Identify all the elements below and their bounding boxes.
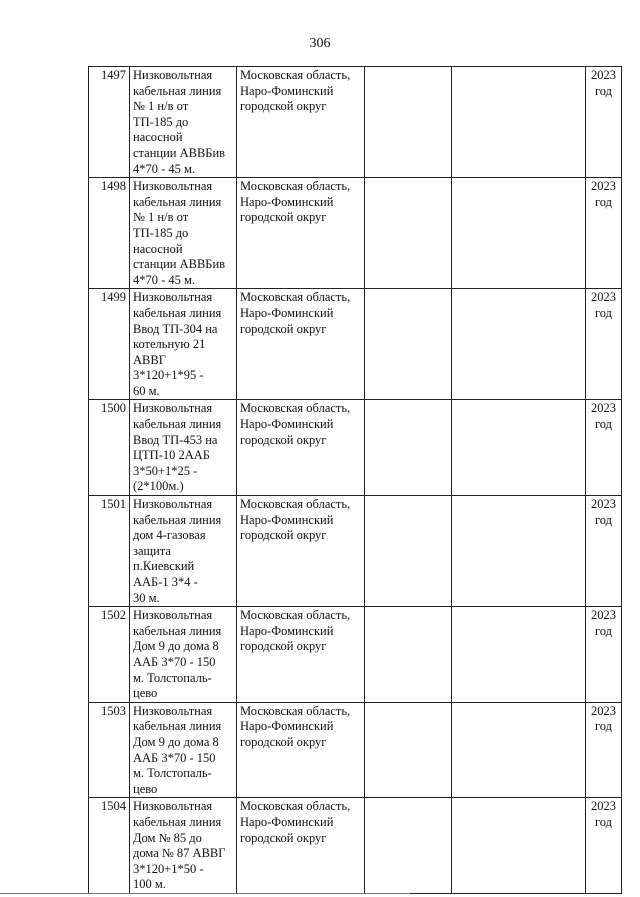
empty-cell (452, 607, 586, 703)
object-name-cell: Низковольтная кабельная линия Ввод ТП-453 на ЦТП-10 2ААБ 3*50+1*25 - (2*100м.) (130, 400, 237, 496)
empty-cell (452, 67, 586, 178)
object-name-cell: Низковольтная кабельная линия № 1 н/в от ТП-185 до насосной станции АВВБив 4*70 - 45 м. (130, 178, 237, 289)
page-number: 306 (309, 36, 331, 51)
address-cell: Московская область, Наро-Фоминский городской округ (237, 798, 365, 894)
empty-cell (452, 289, 586, 400)
table-row (89, 67, 622, 178)
year-cell: 2023 год (586, 400, 622, 496)
table-row (89, 400, 622, 496)
year-cell: 2023 год (586, 289, 622, 400)
object-name-cell: Низковольтная кабельная линия № 1 н/в от ТП-185 до насосной станции АВВБив 4*70 - 45 м. (130, 67, 237, 178)
row-number-cell: 1504 (89, 798, 130, 894)
year-cell: 2023 год (586, 798, 622, 894)
table-row (89, 607, 622, 703)
empty-cell (452, 178, 586, 289)
address-cell: Московская область, Наро-Фоминский городской округ (237, 496, 365, 607)
object-name-cell: Низковольтная кабельная линия Дом № 85 до дома № 87 АВВГ 3*120+1*50 - 100 м. (130, 798, 237, 894)
bottom-divider (0, 893, 410, 894)
object-name-cell: Низковольтная кабельная линия Дом 9 до дома 8 ААБ 3*70 - 150 м. Толстопаль- цево (130, 607, 237, 703)
empty-cell (365, 607, 452, 703)
registry-table-body (89, 67, 622, 894)
empty-cell (365, 702, 452, 798)
empty-cell (365, 496, 452, 607)
object-name-cell: Низковольтная кабельная линия Ввод ТП-304 на котельную 21 АВВГ 3*120+1*95 - 60 м. (130, 289, 237, 400)
address-cell: Московская область, Наро-Фоминский городской округ (237, 607, 365, 703)
row-number-cell: 1497 (89, 67, 130, 178)
address-cell: Московская область, Наро-Фоминский городской округ (237, 178, 365, 289)
empty-cell (452, 702, 586, 798)
address-cell: Московская область, Наро-Фоминский городской округ (237, 289, 365, 400)
address-cell: Московская область, Наро-Фоминский городской округ (237, 400, 365, 496)
address-cell: Московская область, Наро-Фоминский городской округ (237, 702, 365, 798)
year-cell: 2023 год (586, 178, 622, 289)
empty-cell (365, 178, 452, 289)
empty-cell (365, 67, 452, 178)
table-row (89, 178, 622, 289)
row-number-cell: 1501 (89, 496, 130, 607)
row-number-cell: 1498 (89, 178, 130, 289)
empty-cell (365, 289, 452, 400)
empty-cell (452, 400, 586, 496)
empty-cell (365, 798, 452, 894)
table-row (89, 702, 622, 798)
row-number-cell: 1502 (89, 607, 130, 703)
year-cell: 2023 год (586, 67, 622, 178)
object-name-cell: Низковольтная кабельная линия дом 4-газовая защита п.Киевский ААБ-1 3*4 - 30 м. (130, 496, 237, 607)
empty-cell (452, 496, 586, 607)
table-row (89, 289, 622, 400)
empty-cell (452, 798, 586, 894)
row-number-cell: 1503 (89, 702, 130, 798)
address-cell: Московская область, Наро-Фоминский городской округ (237, 67, 365, 178)
table-row (89, 798, 622, 894)
year-cell: 2023 год (586, 607, 622, 703)
table-row (89, 496, 622, 607)
year-cell: 2023 год (586, 702, 622, 798)
object-name-cell: Низковольтная кабельная линия Дом 9 до дома 8 ААБ 3*70 - 150 м. Толстопаль- цево (130, 702, 237, 798)
row-number-cell: 1500 (89, 400, 130, 496)
registry-table (88, 66, 622, 894)
row-number-cell: 1499 (89, 289, 130, 400)
year-cell: 2023 год (586, 496, 622, 607)
empty-cell (365, 400, 452, 496)
